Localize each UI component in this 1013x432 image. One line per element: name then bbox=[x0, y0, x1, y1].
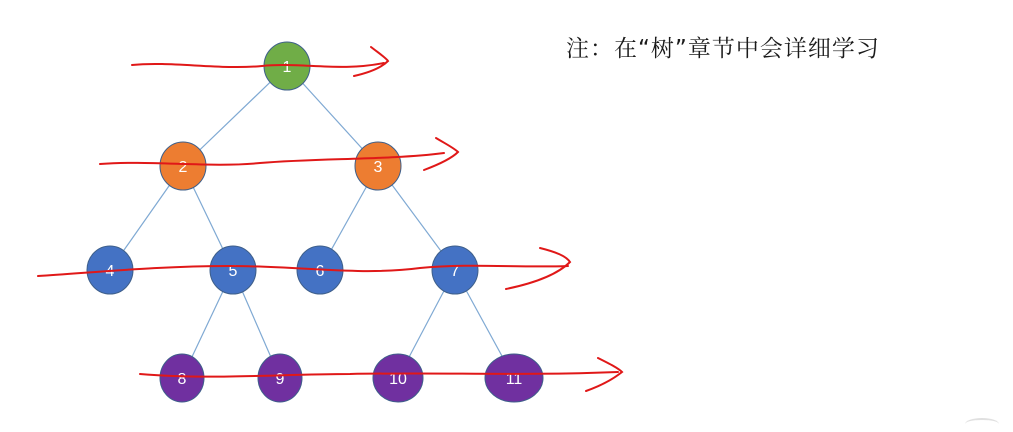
tree-node-5 bbox=[210, 246, 256, 294]
node-label: 8 bbox=[177, 371, 187, 388]
note-text: 注：在“树”章节中会详细学习 bbox=[566, 36, 880, 62]
level-order-arrows bbox=[38, 47, 622, 391]
node-label: 6 bbox=[315, 263, 325, 280]
arrow-line bbox=[132, 63, 384, 67]
watermark-logo bbox=[965, 418, 999, 430]
tree-node-2 bbox=[160, 142, 206, 190]
node-label: 5 bbox=[228, 263, 238, 280]
tree-node-7 bbox=[432, 246, 478, 294]
arrow-head bbox=[586, 358, 622, 391]
tree-edges bbox=[110, 66, 514, 378]
arrow-head bbox=[506, 248, 570, 289]
tree-node-8 bbox=[160, 354, 204, 402]
node-label: 7 bbox=[450, 263, 460, 280]
level-1-arrow bbox=[132, 47, 388, 76]
tree-node-10 bbox=[373, 354, 423, 402]
node-label: 3 bbox=[373, 159, 383, 176]
node-label: 11 bbox=[505, 371, 523, 388]
node-label: 2 bbox=[178, 159, 188, 176]
tree-node-9 bbox=[258, 354, 302, 402]
node-label: 10 bbox=[389, 371, 407, 388]
node-label: 4 bbox=[105, 263, 115, 280]
tree-node-3 bbox=[355, 142, 401, 190]
node-label: 9 bbox=[275, 371, 285, 388]
tree-node-11 bbox=[485, 354, 543, 402]
node-label: 1 bbox=[282, 59, 292, 76]
arrow-head bbox=[354, 47, 388, 76]
level-2-arrow bbox=[100, 138, 458, 170]
